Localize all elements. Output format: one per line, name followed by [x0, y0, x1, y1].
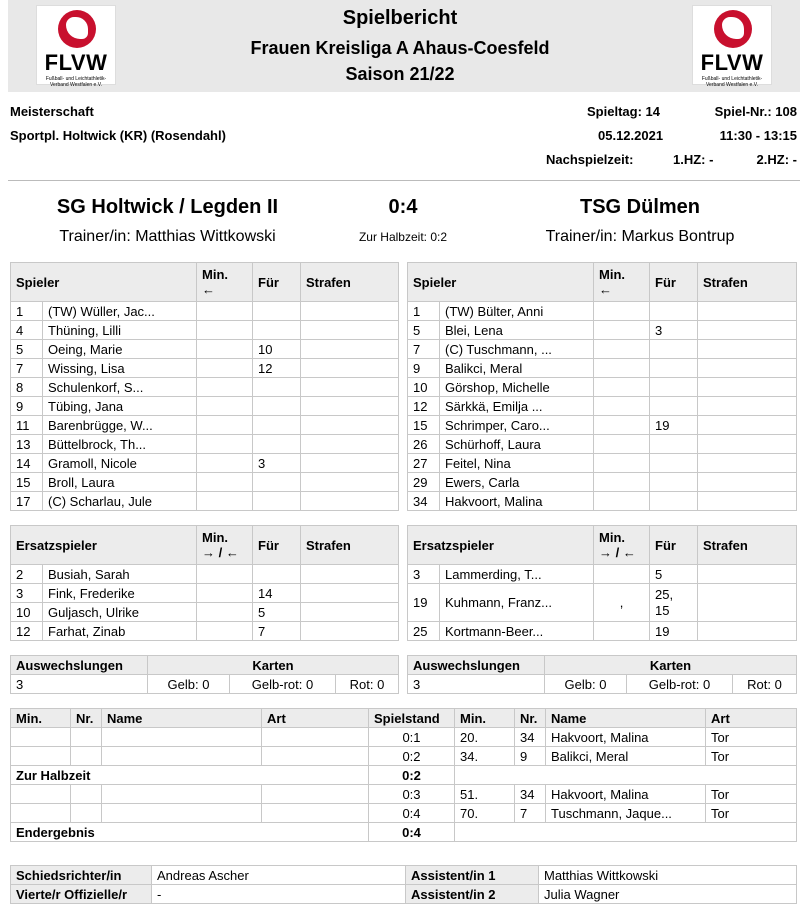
- logo-subtext: Fußball- und Leichtathletik-Verband Westfalen e.V.: [701, 76, 763, 88]
- table-row: 12 Farhat, Zinab 7: [11, 622, 399, 641]
- first-half-extra: 1.HZ: -: [673, 152, 714, 167]
- col-for: Für: [650, 526, 698, 565]
- col-penalties: Strafen: [698, 263, 797, 302]
- match-events-table: [10, 708, 797, 842]
- table-row: 25 Kortmann-Beer... 19: [408, 622, 797, 641]
- col-subs-player: Ersatzspieler: [11, 526, 197, 565]
- col-min: Min. ←: [197, 263, 253, 302]
- home-cards-table: [10, 655, 399, 694]
- table-row: 27 Feitel, Nina: [408, 454, 797, 473]
- table-header-row: [408, 526, 797, 565]
- table-row: 3 Lammerding, T... 5: [408, 565, 797, 584]
- table-header-row: [11, 656, 399, 675]
- col-player: Spieler: [408, 263, 594, 302]
- divider: [8, 180, 800, 181]
- logo-text: FLVW: [700, 50, 764, 75]
- logo-text: FLVW: [44, 50, 108, 75]
- final-row: Endergebnis 0:4: [11, 823, 797, 842]
- table-row: 0:1 20. 34 Hakvoort, Malina Tor: [11, 728, 797, 747]
- col-min: Min. ←: [594, 263, 650, 302]
- table-row: 0:3 51. 34 Hakvoort, Malina Tor: [11, 785, 797, 804]
- venue: Sportpl. Holtwick (KR) (Rosendahl): [10, 128, 226, 143]
- officials-table: [10, 865, 797, 904]
- table-row: 7 (C) Tuschmann, ...: [408, 340, 797, 359]
- table-row: 3 Gelb: 0 Gelb-rot: 0 Rot: 0: [11, 675, 399, 694]
- col-nr: Nr.: [515, 709, 546, 728]
- away-team: TSG Dülmen: [579, 196, 700, 218]
- table-row: 9 Balikci, Meral: [408, 359, 797, 378]
- logo-subtext: Fußball- und Leichtathletik-Verband Westfalen e.V.: [45, 76, 107, 88]
- col-min: Min. → / ←: [197, 526, 253, 565]
- away-lineup-table: [407, 262, 797, 511]
- away-cards-table: [407, 655, 797, 694]
- league-name: Frauen Kreisliga A Ahaus-Coesfeld: [250, 38, 550, 58]
- table-row: 15 Schrimper, Caro... 19: [408, 416, 797, 435]
- table-row: 9 Tübing, Jana: [11, 397, 399, 416]
- table-row: 8 Schulenkorf, S...: [11, 378, 399, 397]
- table-header-row: [408, 263, 797, 302]
- home-subs-table: [10, 525, 399, 641]
- table-row: 3 Gelb: 0 Gelb-rot: 0 Rot: 0: [408, 675, 797, 694]
- halftime-row: Zur Halbzeit 0:2: [11, 766, 797, 785]
- away-subs-table: [407, 525, 797, 641]
- col-cards: Karten: [148, 656, 399, 675]
- col-score: Spielstand: [369, 709, 455, 728]
- match-number: Spiel-Nr.: 108: [714, 104, 797, 119]
- table-row: 29 Ewers, Carla: [408, 473, 797, 492]
- table-row: 1 (TW) Bülter, Anni: [408, 302, 797, 321]
- col-cards: Karten: [545, 656, 797, 675]
- col-nr: Nr.: [71, 709, 102, 728]
- table-row: 0:2 34. 9 Balikci, Meral Tor: [11, 747, 797, 766]
- table-row: 17 (C) Scharlau, Jule: [11, 492, 399, 511]
- away-coach: Trainer/in: Markus Bontrup: [545, 228, 735, 245]
- col-penalties: Strafen: [301, 526, 399, 565]
- report-title: Spielbericht: [342, 7, 458, 29]
- table-row: 12 Särkkä, Emilja ...: [408, 397, 797, 416]
- flvw-logo-left: [36, 5, 116, 88]
- col-min: Min.: [11, 709, 71, 728]
- flvw-logo-right: [692, 5, 772, 88]
- matchday: Spieltag: 14: [587, 104, 660, 119]
- match-date: 05.12.2021: [598, 128, 664, 143]
- col-player: Spieler: [11, 263, 197, 302]
- home-lineup-table: [10, 262, 399, 511]
- col-penalties: Strafen: [301, 263, 399, 302]
- match-time: 11:30 - 13:15: [719, 128, 797, 143]
- season: Saison 21/22: [345, 64, 455, 84]
- col-for: Für: [650, 263, 698, 302]
- halftime-score: Zur Halbzeit: 0:2: [358, 230, 448, 244]
- table-header-row: [11, 263, 399, 302]
- competition: Meisterschaft: [10, 104, 94, 119]
- table-row: 34 Hakvoort, Malina: [408, 492, 797, 511]
- col-for: Für: [253, 263, 301, 302]
- extra-time-label: Nachspielzeit:: [546, 152, 634, 167]
- final-score: 0:4: [388, 196, 418, 218]
- home-coach: Trainer/in: Matthias Wittkowski: [59, 228, 276, 245]
- col-min: Min.: [455, 709, 515, 728]
- table-row: 5 Oeing, Marie 10: [11, 340, 399, 359]
- second-half-extra: 2.HZ: -: [756, 152, 797, 167]
- table-header-row: [408, 656, 797, 675]
- table-row: 5 Blei, Lena 3: [408, 321, 797, 340]
- col-name: Name: [546, 709, 706, 728]
- col-name: Name: [102, 709, 262, 728]
- col-min: Min. → / ←: [594, 526, 650, 565]
- table-row: 3 Fink, Frederike 14: [11, 584, 399, 603]
- table-row: 13 Büttelbrock, Th...: [11, 435, 399, 454]
- table-row: 10 Görshop, Michelle: [408, 378, 797, 397]
- col-art: Art: [706, 709, 797, 728]
- home-team: SG Holtwick / Legden II: [56, 196, 279, 218]
- table-row: 15 Broll, Laura: [11, 473, 399, 492]
- table-header-row: [11, 709, 797, 728]
- col-art: Art: [262, 709, 369, 728]
- table-row: 7 Wissing, Lisa 12: [11, 359, 399, 378]
- table-row: 1 (TW) Wüller, Jac...: [11, 302, 399, 321]
- table-row: Vierte/r Offizielle/r - Assistent/in 2 Julia Wagner: [11, 885, 797, 904]
- table-header-row: [11, 526, 399, 565]
- table-row: 4 Thüning, Lilli: [11, 321, 399, 340]
- col-subs-count: Auswechslungen: [11, 656, 148, 675]
- col-subs-player: Ersatzspieler: [408, 526, 594, 565]
- col-for: Für: [253, 526, 301, 565]
- table-row: 0:4 70. 7 Tuschmann, Jaque... Tor: [11, 804, 797, 823]
- table-row: 19 Kuhmann, Franz... , 25, 15: [408, 584, 797, 622]
- table-row: 26 Schürhoff, Laura: [408, 435, 797, 454]
- col-subs-count: Auswechslungen: [408, 656, 545, 675]
- col-penalties: Strafen: [698, 526, 797, 565]
- table-row: 2 Busiah, Sarah: [11, 565, 399, 584]
- table-row: 11 Barenbrügge, W...: [11, 416, 399, 435]
- table-row: Schiedsrichter/in Andreas Ascher Assistent/in 1 Matthias Wittkowski: [11, 866, 797, 885]
- table-row: 14 Gramoll, Nicole 3: [11, 454, 399, 473]
- table-row: 10 Guljasch, Ulrike 5: [11, 603, 399, 622]
